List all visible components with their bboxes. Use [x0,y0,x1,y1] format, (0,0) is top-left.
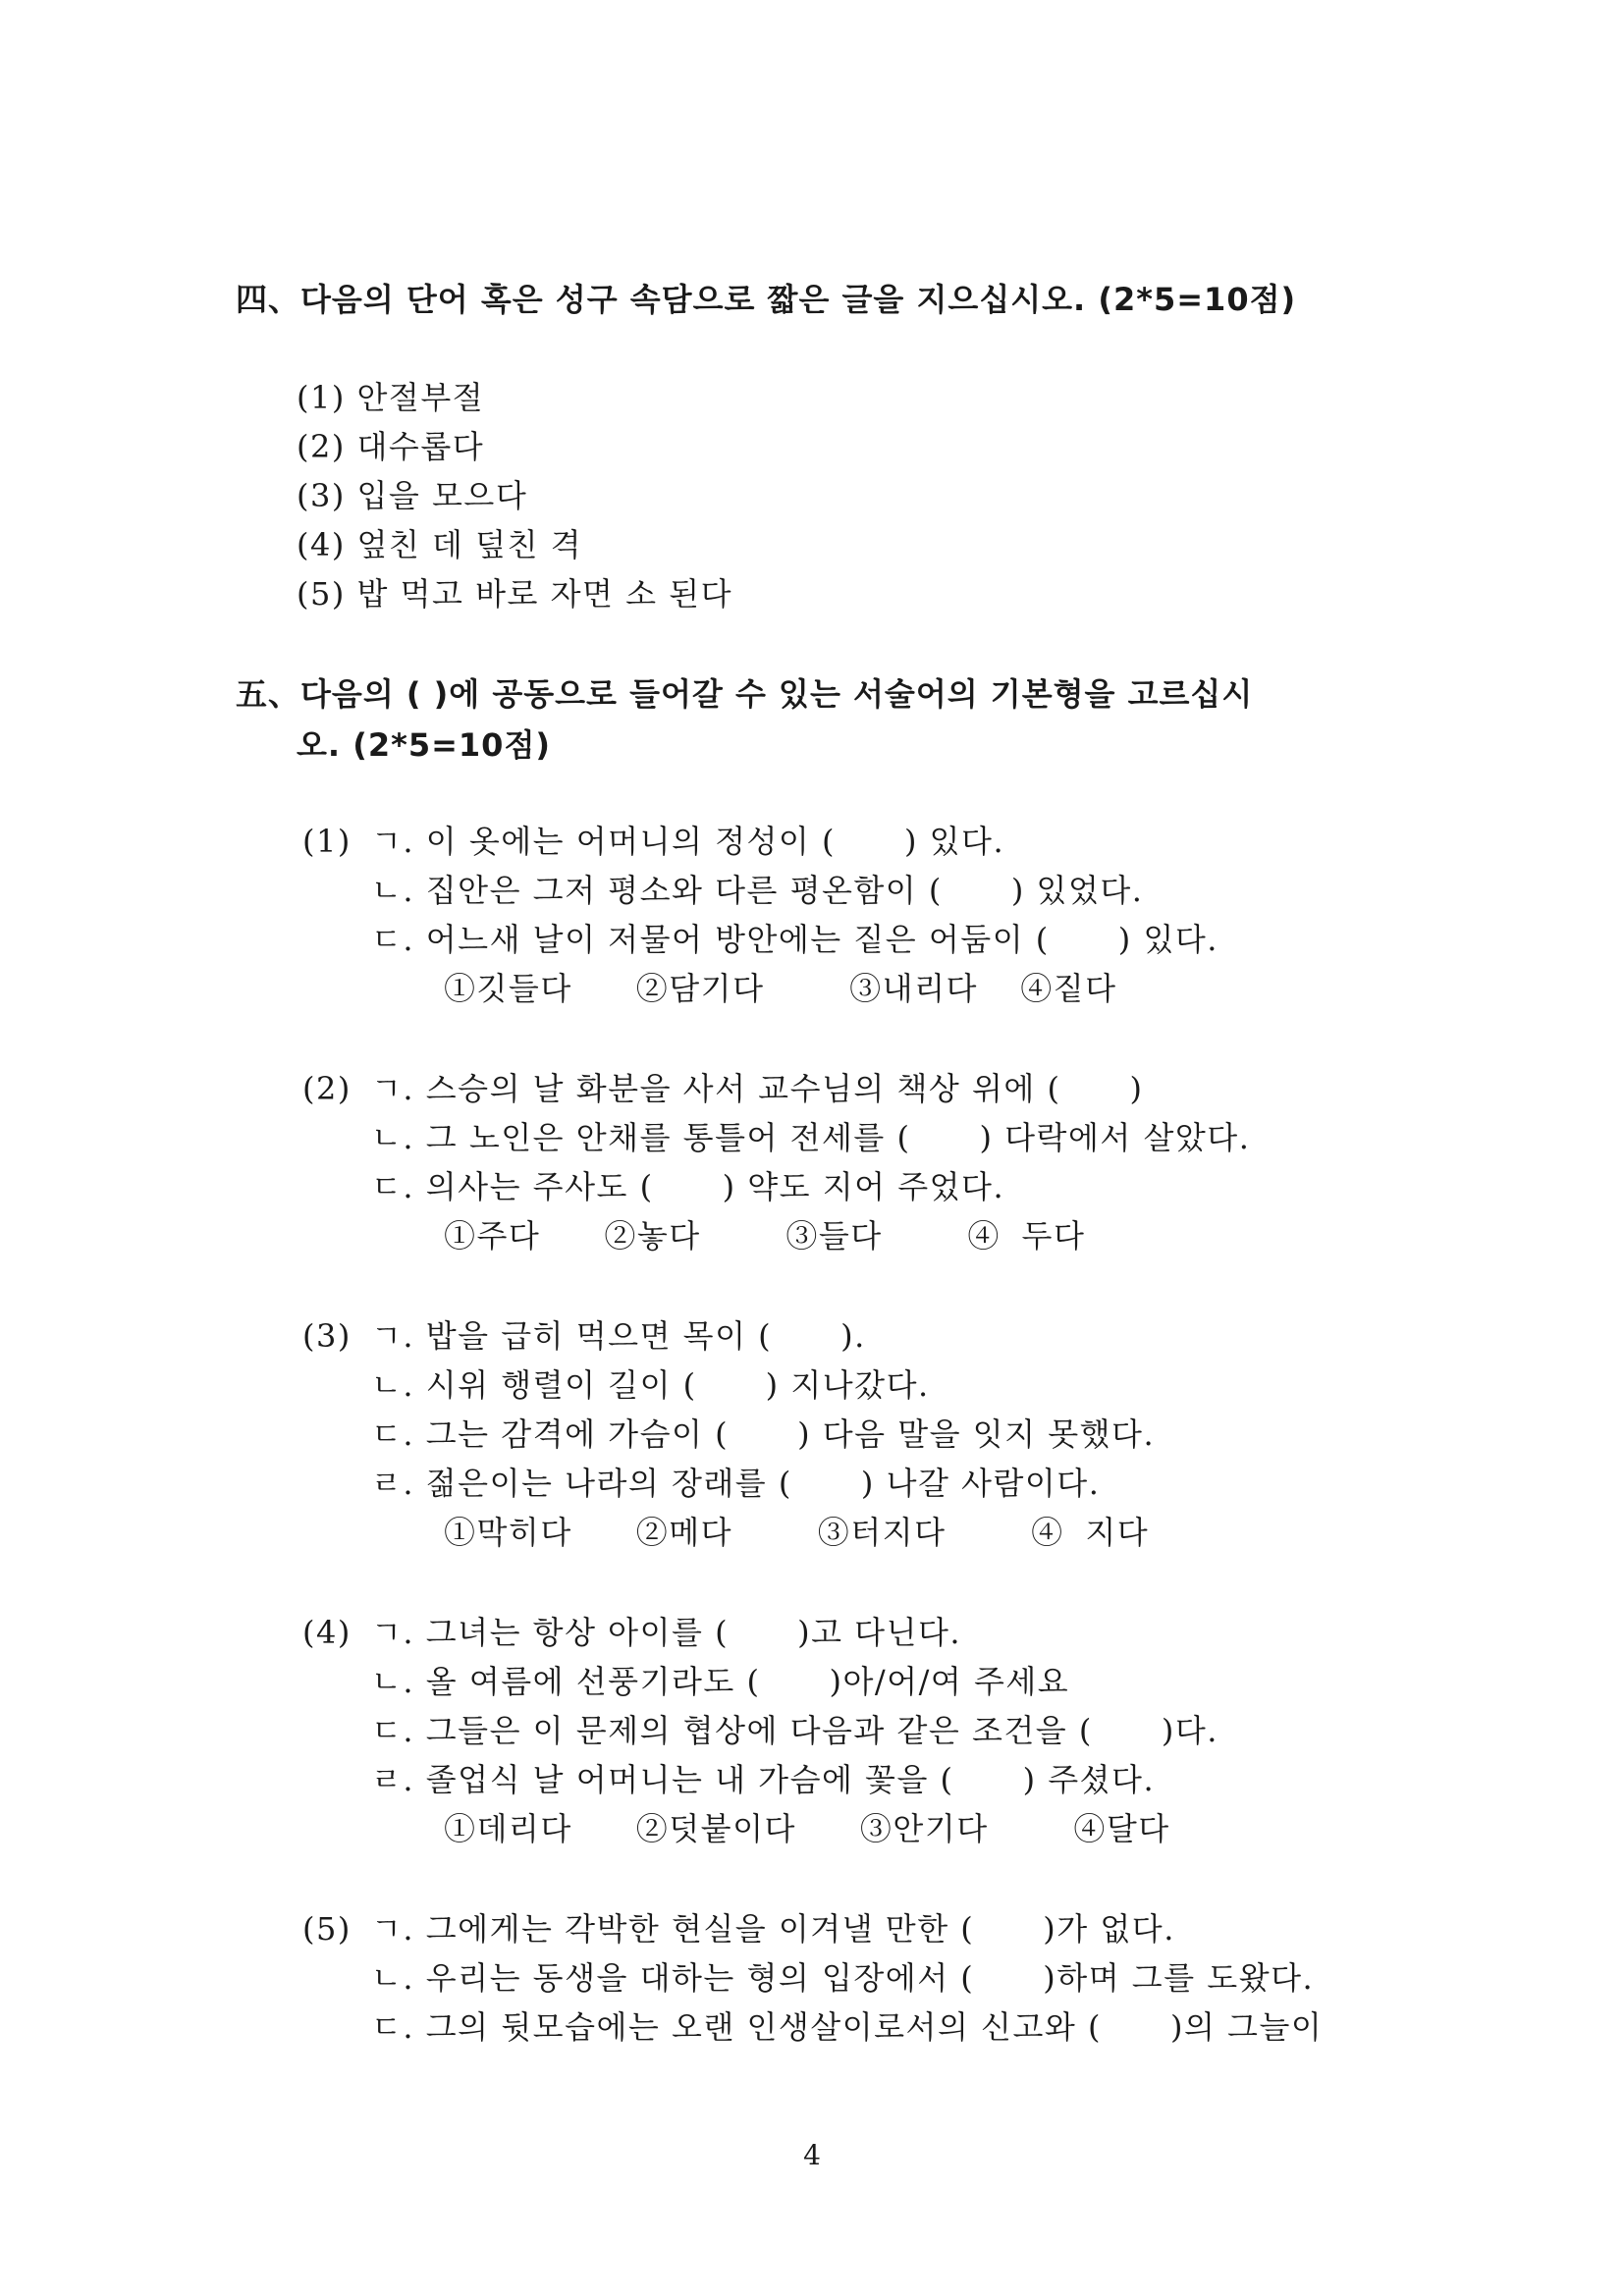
question-3-sentence-d: ㄹ. 젊은이는 나라의 장래를 ( ) 나갈 사람이다. [371,1465,1101,1502]
question-2-number: (2) [302,1070,352,1107]
question-1-sentence-c: ㄷ. 어느새 날이 저물어 방안에는 짙은 어둠이 ( ) 있다. [371,921,1218,958]
question-3-number: (3) [302,1317,352,1355]
question-5-number: (5) [302,1910,352,1948]
section-5-heading-cont: 오. (2*5=10점) [297,726,551,764]
question-1-sentence-b: ㄴ. 집안은 그저 평소와 다른 평온함이 ( ) 있었다. [371,872,1144,909]
question-4-sentence-d: ㄹ. 졸업식 날 어머니는 내 가슴에 꽃을 ( ) 주셨다. [371,1761,1156,1798]
question-5-sentence-c: ㄷ. 그의 뒷모습에는 오랜 인생살이로서의 신고와 ( )의 그늘이 [371,2008,1324,2046]
question-3-sentence-a: ㄱ. 밥을 급히 먹으면 목이 ( ). [371,1317,866,1355]
question-3-sentence-c: ㄷ. 그는 감격에 가슴이 ( ) 다음 말을 잇지 못했다. [371,1415,1156,1453]
section-4-item-4: (4) 엎친 데 덮친 격 [297,526,582,563]
question-1-options: ①깃들다 ②담기다 ③내리다 ④짙다 [444,970,1117,1007]
question-1-number: (1) [302,823,352,860]
question-4-number: (4) [302,1614,352,1651]
question-5-sentence-b: ㄴ. 우리는 동생을 대하는 형의 입장에서 ( )하며 그를 도왔다. [371,1959,1315,1997]
question-2-sentence-a: ㄱ. 스승의 날 화분을 사서 교수님의 책상 위에 ( ) [371,1070,1144,1107]
section-4-item-3: (3) 입을 모으다 [297,477,528,514]
question-2-sentence-b: ㄴ. 그 노인은 안채를 통틀어 전세를 ( ) 다락에서 살았다. [371,1119,1251,1156]
question-3-sentence-b: ㄴ. 시위 행렬이 길이 ( ) 지나갔다. [371,1366,930,1404]
question-3-options: ①막히다 ②메다 ③터지다 ④ 지다 [444,1514,1150,1551]
question-2-options: ①주다 ②놓다 ③들다 ④ 두다 [444,1217,1086,1255]
question-4-options: ①데리다 ②덧붙이다 ③안기다 ④달다 [444,1810,1170,1847]
question-5-sentence-a: ㄱ. 그에게는 각박한 현실을 이겨낼 만한 ( )가 없다. [371,1910,1175,1948]
question-4-sentence-a: ㄱ. 그녀는 항상 아이를 ( )고 다닌다. [371,1614,962,1651]
page-number: 4 [803,2139,821,2171]
section-4-heading: 四、다음의 단어 혹은 성구 속담으로 짧은 글을 지으십시오. (2*5=10점) [236,281,1297,318]
question-1-sentence-a: ㄱ. 이 옷에는 어머니의 정성이 ( ) 있다. [371,823,1005,860]
section-4-item-2: (2) 대수롭다 [297,428,485,465]
section-5-heading: 五、다음의 ( )에 공동으로 들어갈 수 있는 서술어의 기본형을 고르십시 [236,675,1254,713]
question-4-sentence-b: ㄴ. 올 여름에 선풍기라도 ( )아/어/여 주세요 [371,1663,1070,1700]
section-4-item-1: (1) 안절부절 [297,379,485,416]
question-4-sentence-c: ㄷ. 그들은 이 문제의 협상에 다음과 같은 조건을 ( )다. [371,1712,1218,1749]
question-2-sentence-c: ㄷ. 의사는 주사도 ( ) 약도 지어 주었다. [371,1168,1005,1205]
section-4-item-5: (5) 밥 먹고 바로 자면 소 된다 [297,575,732,613]
